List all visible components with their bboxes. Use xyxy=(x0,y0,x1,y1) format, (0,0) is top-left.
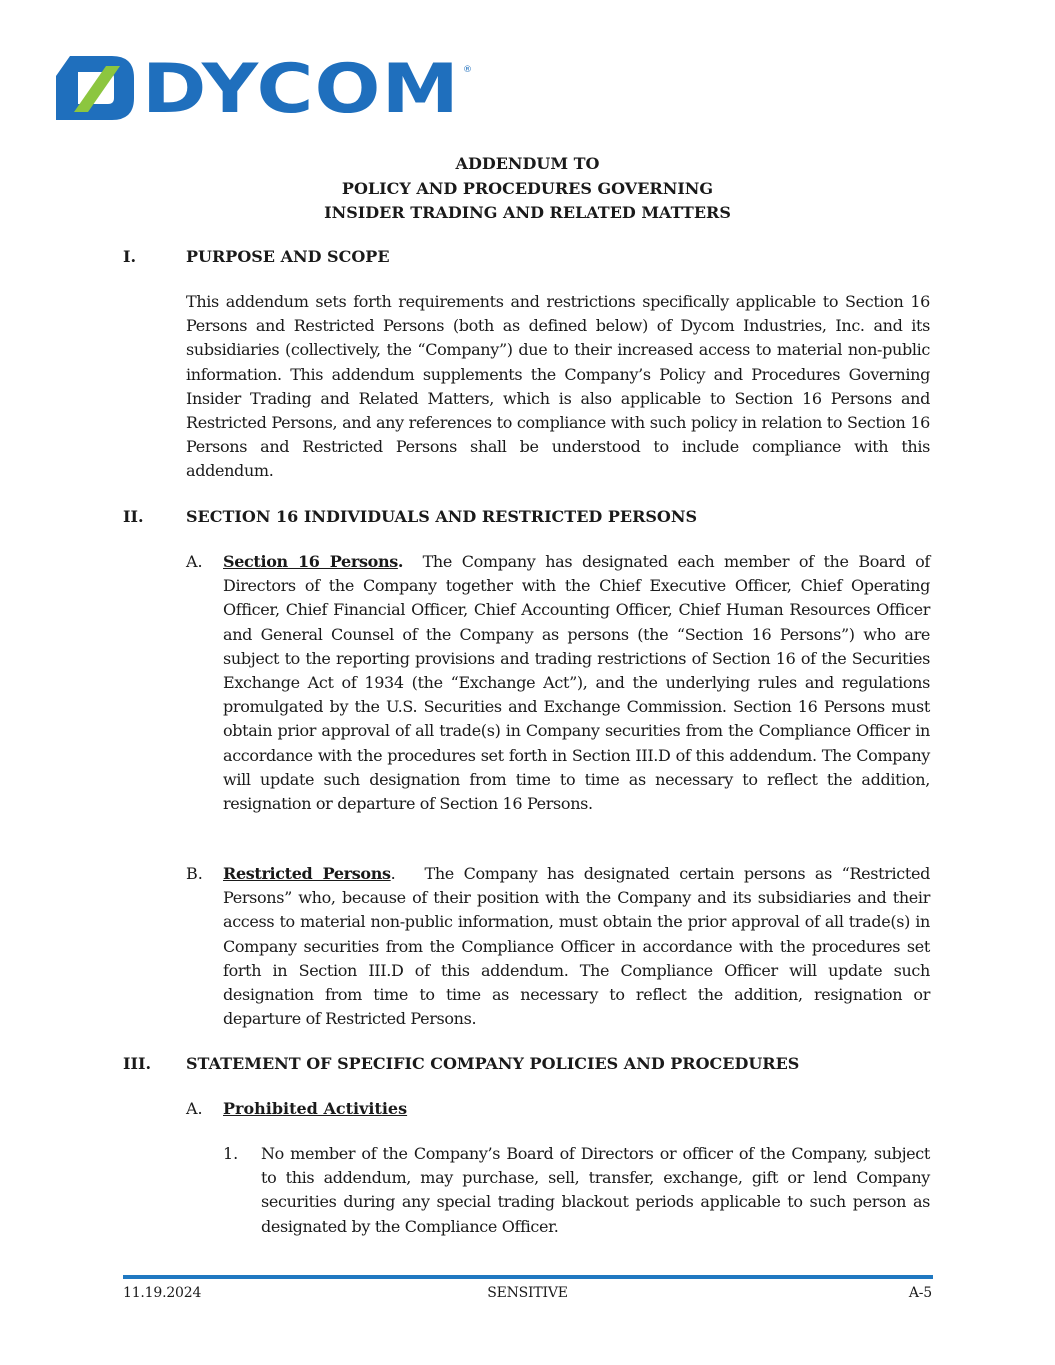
logo-wordmark: DYCOM xyxy=(142,50,460,126)
section-2a-heading-punct: . xyxy=(397,552,404,571)
section-2b-paragraph xyxy=(223,862,930,1031)
title-line-2: POLICY AND PROCEDURES GOVERNING xyxy=(341,178,714,198)
section-2a-paragraph xyxy=(223,550,930,816)
section-3a-item-1-marker: 1. xyxy=(223,1144,239,1163)
section-1-number: I. xyxy=(123,247,137,266)
section-3a-item-1-body: No member of the Company’s Board of Directors or officer of the Company, subject to this addendum, may purchase, sell, transfer, exchange, gift or lend Company securities during any special trading blackout periods applicable to such person as designated by the Compliance Officer. xyxy=(261,1144,930,1236)
title-line-1: ADDENDUM TO xyxy=(455,154,600,173)
document-title xyxy=(0,152,1055,226)
section-2-title: SECTION 16 INDIVIDUALS AND RESTRICTED PERSONS xyxy=(186,507,698,526)
section-2a-heading: Section 16 Persons xyxy=(223,552,398,571)
section-2b-body: The Company has designated certain persons as “Restricted Persons” who, because of their position with the Company and its subsidiaries and their access to material non-public information, must obtain the prior approval of all trade(s) in Company securities from the Compliance Officer in accordance with the procedures set forth in Section III.D of this addendum. The Compliance Officer will update such designation from time to time as necessary to reflect the addition, resignation or departure of Restricted Persons. xyxy=(223,864,930,1029)
dycom-logo-mark xyxy=(56,50,476,126)
section-3-title: STATEMENT OF SPECIFIC COMPANY POLICIES AND PROCEDURES xyxy=(186,1054,800,1073)
section-3a-heading: Prohibited Activities xyxy=(223,1099,408,1118)
footer-date: 11.19.2024 xyxy=(123,1285,202,1301)
section-3a-marker: A. xyxy=(186,1099,203,1118)
section-2a-body: The Company has designated each member of the Board of Directors of the Company together with the Chief Executive Officer, Chief Operating Officer, Chief Financial Officer, Chief Accounting Officer, Chief Human Resources Officer and General Counsel of the Company as persons (the “Section 16 Persons”) who are subject to the reporting provisions and trading restrictions of Section 16 of the Securities Exchange Act of 1934 (the “Exchange Act”), and the underlying rules and regulations promulgated by the U.S. Securities and Exchange Commission. Section 16 Persons must obtain prior approval of all trade(s) in Company securities from the Compliance Officer in accordance with the procedures set forth in Section III.D of this addendum. The Company will update such designation from time to time as necessary to reflect the addition, resignation or departure of Section 16 Persons. xyxy=(223,552,930,814)
section-2-number: II. xyxy=(123,507,144,526)
title-line-3: INSIDER TRADING AND RELATED MATTERS xyxy=(324,203,731,222)
dycom-logo xyxy=(56,50,476,126)
section-2-heading xyxy=(123,505,697,529)
footer-rule xyxy=(123,1275,933,1279)
section-1-title: PURPOSE AND SCOPE xyxy=(186,247,390,266)
registered-mark: ® xyxy=(463,65,472,75)
section-2b-marker: B. xyxy=(186,864,203,883)
section-3-number: III. xyxy=(123,1054,152,1073)
section-1-heading xyxy=(123,245,390,269)
section-2b-heading: Restricted Persons xyxy=(223,864,391,883)
footer-classification: SENSITIVE xyxy=(487,1285,568,1301)
section-3-heading xyxy=(123,1052,799,1076)
section-2b-heading-punct: . xyxy=(390,864,396,883)
footer-page-number: A-5 xyxy=(908,1285,932,1301)
section-1-body: This addendum sets forth requirements and restrictions specifically applicable to Section 16 Persons and Restricted Persons (both as defined below) of Dycom Industries, Inc. and its subsidiaries (collectively, the “Company”) due to their increased access to material non-public information. This addendum supplements the Company’s Policy and Procedures Governing Insider Trading and Related Matters, which is also applicable to Section 16 Persons and Restricted Persons, and any references to compliance with such policy in relation to Section 16 Persons and Restricted Persons shall be understood to include compliance with this addendum. xyxy=(186,292,930,481)
section-2a-marker: A. xyxy=(186,552,203,571)
